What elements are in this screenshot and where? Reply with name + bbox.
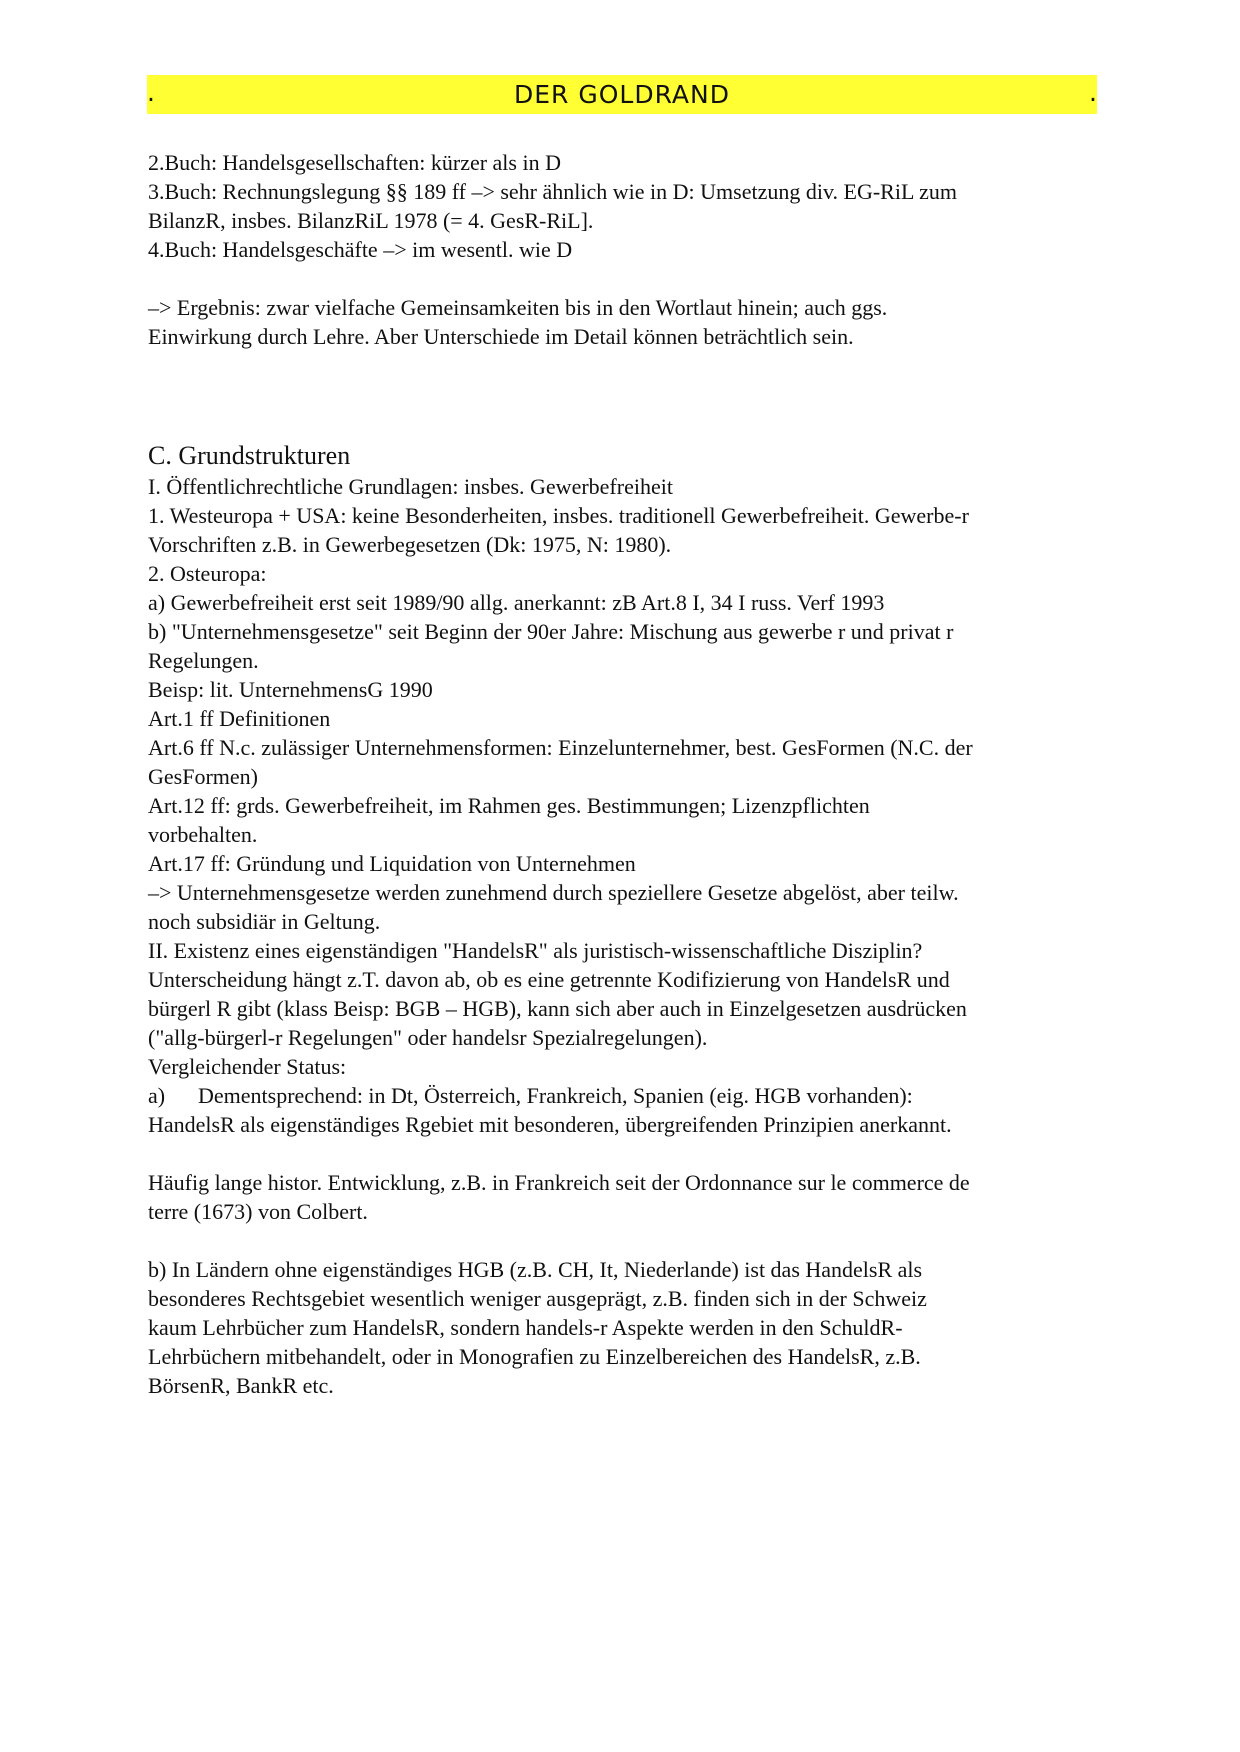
text-line: Art.6 ff N.c. zulässiger Unternehmensformen: Einzelunternehmer, best. GesFormen (N.C. der	[148, 735, 973, 760]
spacer	[148, 264, 1098, 293]
list-marker: a)	[148, 1083, 166, 1108]
text-line: GesFormen)	[148, 764, 258, 789]
text-line: Art.12 ff: grds. Gewerbefreiheit, im Rahmen ges. Bestimmungen; Lizenzpflichten	[148, 793, 870, 818]
text-line: ("allg-bürgerl-r Regelungen" oder handelsr Spezialregelungen).	[148, 1025, 708, 1050]
text-line: b) "Unternehmensgesetze" seit Beginn der 90er Jahre: Mischung aus gewerbe r und privat r	[148, 619, 954, 644]
list-item-text: Dementsprechend: in Dt, Österreich, Frankreich, Spanien (eig. HGB vorhanden):	[198, 1083, 913, 1108]
text-line: BilanzR, insbes. BilanzRiL 1978 (= 4. GesR-RiL].	[148, 208, 594, 233]
spacer	[148, 380, 1098, 409]
paragraph-historie	[148, 1168, 1098, 1226]
text-line: Art.1 ff Definitionen	[148, 706, 331, 731]
text-line: I. Öffentlichrechtliche Grundlagen: insbes. Gewerbefreiheit	[148, 474, 673, 499]
text-line: Regelungen.	[148, 648, 259, 673]
paragraph-ergebnis	[148, 293, 1098, 351]
text-line: 4.Buch: Handelsgeschäfte –> im wesentl. wie D	[148, 237, 573, 262]
text-line: vorbehalten.	[148, 822, 258, 847]
spacer	[148, 351, 1098, 380]
text-line: Einwirkung durch Lehre. Aber Unterschiede im Detail können beträchtlich sein.	[148, 324, 854, 349]
text-line: Vorschriften z.B. in Gewerbegesetzen (Dk: 1975, N: 1980).	[148, 532, 672, 557]
text-line: noch subsidiär in Geltung.	[148, 909, 381, 934]
text-line: bürgerl R gibt (klass Beisp: BGB – HGB), kann sich aber auch in Einzelgesetzen ausdrücken	[148, 996, 967, 1021]
document-body	[148, 148, 1098, 1400]
spacer	[148, 409, 1098, 438]
text-line: Lehrbüchern mitbehandelt, oder in Monografien zu Einzelbereichen des HandelsR, z.B.	[148, 1344, 921, 1369]
spacer	[148, 1139, 1098, 1168]
document-header-band	[147, 75, 1097, 114]
text-line: –> Unternehmensgesetze werden zunehmend durch speziellere Gesetze abgelöst, aber teilw.	[148, 880, 959, 905]
text-line: 2.Buch: Handelsgesellschaften: kürzer als in D	[148, 150, 561, 175]
text-line: 1. Westeuropa + USA: keine Besonderheiten, insbes. traditionell Gewerbefreiheit. Gewerbe-r	[148, 503, 969, 528]
text-line: HandelsR als eigenständiges Rgebiet mit besonderen, übergreifenden Prinzipien anerkannt.	[148, 1112, 952, 1137]
text-line: 2. Osteuropa:	[148, 561, 267, 586]
text-line: Beisp: lit. UnternehmensG 1990	[148, 677, 433, 702]
text-line: b) In Ländern ohne eigenständiges HGB (z.B. CH, It, Niederlande) ist das HandelsR als	[148, 1257, 923, 1282]
header-dot-left: .	[147, 78, 155, 107]
text-line: Vergleichender Status:	[148, 1054, 347, 1079]
paragraph-laender-ohne-hgb	[148, 1255, 1098, 1400]
text-line: Unterscheidung hängt z.T. davon ab, ob es eine getrennte Kodifizierung von HandelsR und	[148, 967, 950, 992]
list-item-a	[148, 1081, 1098, 1110]
text-line: Art.17 ff: Gründung und Liquidation von Unternehmen	[148, 851, 636, 876]
text-line: 3.Buch: Rechnungslegung §§ 189 ff –> sehr ähnlich wie in D: Umsetzung div. EG-RiL zum	[148, 179, 957, 204]
text-line: Häufig lange histor. Entwicklung, z.B. in Frankreich seit der Ordonnance sur le commerce de	[148, 1170, 970, 1195]
section-heading: C. Grundstrukturen	[148, 441, 351, 470]
text-line: –> Ergebnis: zwar vielfache Gemeinsamkeiten bis in den Wortlaut hinein; auch ggs.	[148, 295, 888, 320]
document-title: DER GOLDRAND	[513, 80, 730, 109]
paragraph-grundstrukturen	[148, 472, 1098, 1139]
text-line: II. Existenz eines eigenständigen "HandelsR" als juristisch-wissenschaftliche Disziplin?	[148, 938, 923, 963]
text-line: besonderes Rechtsgebiet wesentlich weniger ausgeprägt, z.B. finden sich in der Schweiz	[148, 1286, 927, 1311]
text-line: BörsenR, BankR etc.	[148, 1373, 334, 1398]
header-dot-right: .	[1089, 78, 1097, 107]
paragraph-buecher	[148, 148, 1098, 264]
spacer	[148, 1226, 1098, 1255]
text-line: terre (1673) von Colbert.	[148, 1199, 368, 1224]
text-line: kaum Lehrbücher zum HandelsR, sondern handels-r Aspekte werden in den SchuldR-	[148, 1315, 903, 1340]
text-line: a) Gewerbefreiheit erst seit 1989/90 allg. anerkannt: zB Art.8 I, 34 I russ. Verf 1993	[148, 590, 885, 615]
